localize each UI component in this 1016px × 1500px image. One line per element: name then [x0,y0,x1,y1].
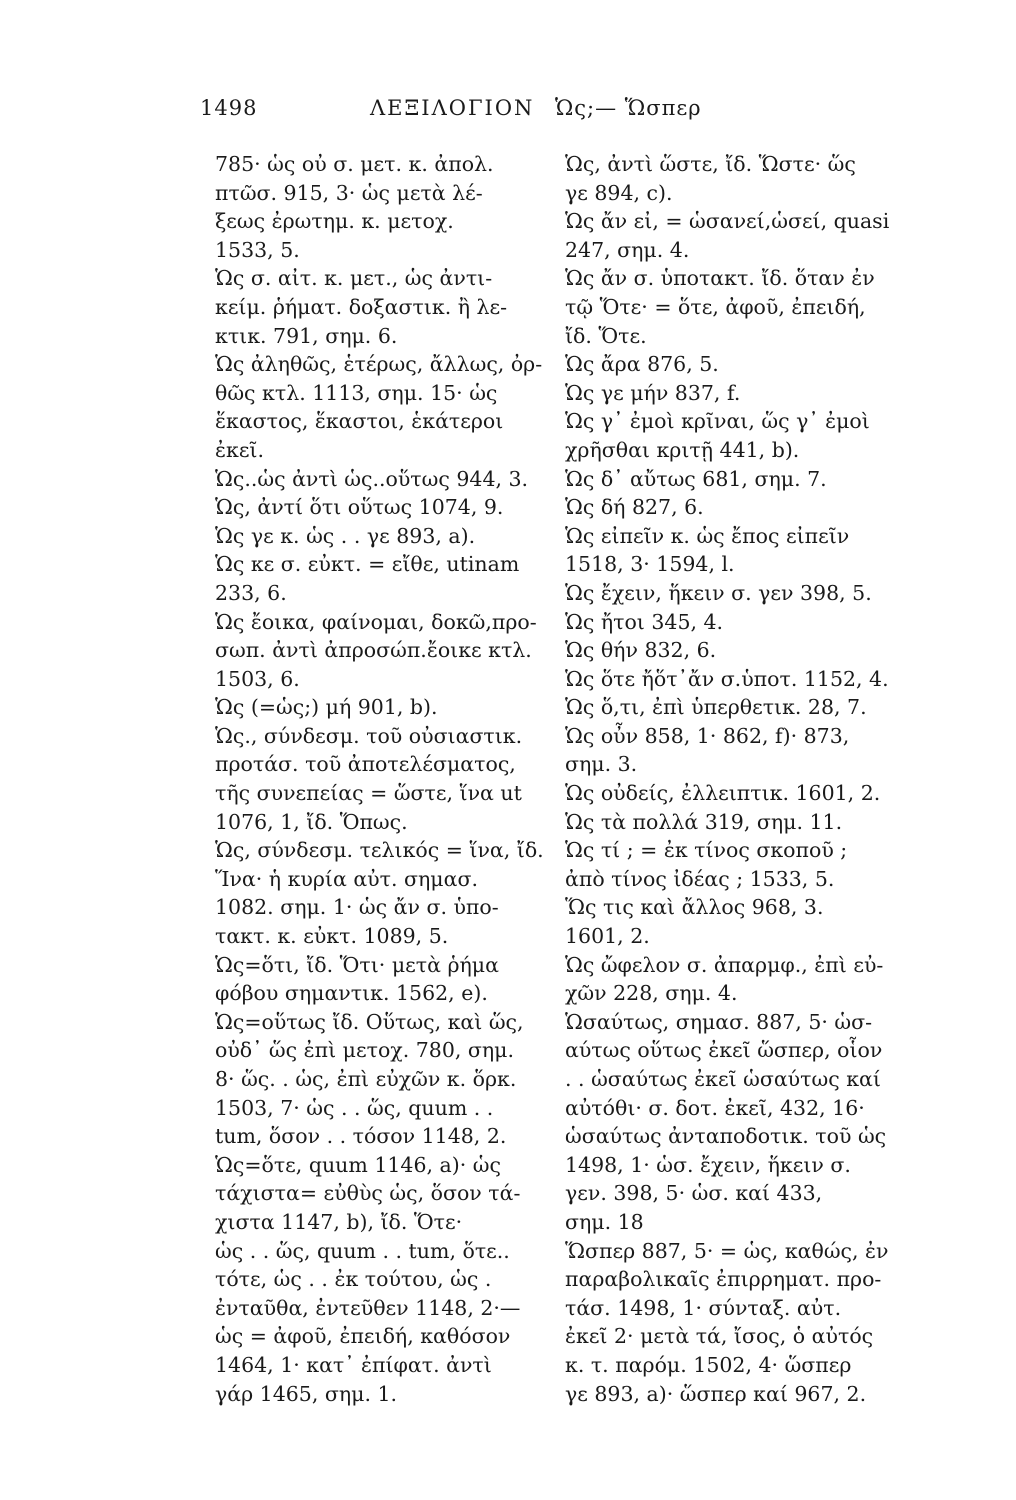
entry-line: Ὡς=ὅτε, quum 1146, a)· ὡς [215,1152,501,1177]
entry-line: tum, ὅσον . . τόσον 1148, 2. [215,1124,507,1149]
entry-line: Ὡς δή 827, 6. [565,495,704,520]
left-column [215,150,545,1408]
entry-line: χῶν 228, σημ. 4. [565,981,738,1006]
entry-line: 1503, 6. [215,666,300,691]
entry-line: φόβου σημαντικ. 1562, e). [215,981,488,1006]
entry-line: Ὡς ὤφελον σ. ἀπαρμφ., ἐπὶ εὐ- [565,952,884,977]
entry-line: Ὡς=ὅτι, ἴδ. Ὅτι· μετὰ ῥήμα [215,952,499,977]
entry-line: τῷ Ὅτε· = ὅτε, ἀφοῦ, ἐπειδή, [565,294,866,319]
entry-line: Ὡς γε μήν 837, f. [565,380,741,405]
entry-line: 1518, 3· 1594, l. [565,552,735,577]
entry-line: Ὡς ἄρα 876, 5. [565,352,719,377]
entry-line: γεν. 398, 5· ὡσ. καί 433, [565,1181,823,1206]
entry-line: σωπ. ἀντὶ ἀπροσώπ.ἔοικε κτλ. [215,638,532,663]
entry-line: Ὡς τί ; = ἐκ τίνος σκοποῦ ; [565,838,848,863]
entry-line: 233, 6. [215,580,287,605]
entry-line: 247, σημ. 4. [565,237,690,262]
entry-line: γάρ 1465, σημ. 1. [215,1381,398,1406]
entry-line: Ὡς, ἀντί ὅτι οὕτως 1074, 9. [215,495,504,520]
entry-line: Ὡς τὰ πολλά 319, σημ. 11. [565,809,843,834]
entry-line: Ὡς ἔχειν, ἥκειν σ. γεν 398, 5. [565,580,872,605]
lexicon-title: ΛΕΞΙΛΟΓΙΟΝ [370,96,535,120]
entry-line: Ὥς τις καὶ ἄλλος 968, 3. [565,895,824,920]
entry-line: οὐδ᾽ ὥς ἐπὶ μετοχ. 780, σημ. [215,1038,515,1063]
entry-line: Ὡς δ᾽ αὔτως 681, σημ. 7. [565,466,827,491]
entry-line: ἐνταῦθα, ἐντεῦθεν 1148, 2·— [215,1295,521,1320]
entry-line: γε 894, c). [565,180,673,205]
entry-line: Ἵνα· ἡ κυρία αὐτ. σημασ. [215,866,478,891]
entry-line: 8· ὥς. . ὡς, ἐπὶ εὐχῶν κ. ὅρκ. [215,1067,517,1091]
entry-line: Ὡς ἔοικα, φαίνομαι, δοκῶ,προ- [215,609,537,634]
entry-line: Ὡς σ. αἰτ. κ. μετ., ὡς ἀντι- [215,266,493,291]
entry-line: ἐκεῖ. [215,437,264,462]
entry-line: κτικ. 791, σημ. 6. [215,323,398,348]
entry-line: ξεως ἐρωτημ. κ. μετοχ. [215,209,454,234]
entry-line: Ὡς εἰπεῖν κ. ὡς ἔπος εἰπεῖν [565,523,850,548]
entry-line: προτάσ. τοῦ ἀποτελέσματος, [215,752,516,777]
running-header [200,96,900,132]
entry-line: Ὡς..ὡς ἀντὶ ὡς..οὕτως 944, 3. [215,466,529,491]
entry-line: Ὡς θήν 832, 6. [565,638,717,663]
entry-line: θῶς κτλ. 1113, σημ. 15· ὡς [215,380,498,405]
entry-line: 1601, 2. [565,924,650,949]
entry-line: ὡς = ἀφοῦ, ἐπειδή, καθόσον [215,1324,511,1349]
entry-line: κείμ. ῥήματ. δοξαστικ. ἢ λε- [215,294,508,319]
entry-line: 1533, 5. [215,237,300,262]
entry-line: Ὡς οὐδείς, ἐλλειπτικ. 1601, 2. [565,781,881,806]
entry-line: 1082. σημ. 1· ὡς ἄν σ. ὑπο- [215,895,499,920]
entry-line: ὡς . . ὥς, quum . . tum, ὅτε.. [215,1238,510,1263]
entry-line: Ὡς γ᾽ ἐμοὶ κρῖναι, ὥς γ᾽ ἐμοὶ [565,409,870,434]
entry-line: Ὡς=οὕτως ἴδ. Οὕτως, καὶ ὥς, [215,1009,524,1034]
entry-line: Ὡς οὖν 858, 1· 862, f)· 873, [565,723,850,748]
entry-line: αύτως οὕτως ἐκεῖ ὥσπερ, οἷον [565,1038,883,1063]
entry-line: 1503, 7· ὡς . . ὥς, quum . . [215,1095,494,1120]
entry-line: Ὡς γε κ. ὡς . . γε 893, a). [215,523,476,548]
entry-line: τότε, ὡς . . ἐκ τούτου, ὡς . [215,1267,492,1292]
entry-line: Ὡς ὅτε ἤὅτ᾽ἄν σ.ὑποτ. 1152, 4. [565,666,889,691]
entry-line: κ. τ. παρόμ. 1502, 4· ὥσπερ [565,1352,852,1377]
entry-line: Ὡς ὅ,τι, ἐπὶ ὑπερθετικ. 28, 7. [565,695,867,720]
entry-line: Ὡς ἄν σ. ὑποτακτ. ἴδ. ὅταν ἐν [565,266,875,291]
entry-line: Ὡς ἄν εἰ, = ὡσανεί,ὡσεί, quasi [565,209,890,234]
entry-line: ὡσαύτως ἀνταποδοτικ. τοῦ ὡς [565,1124,887,1149]
entry-line: τάσ. 1498, 1· σύνταξ. αὐτ. [565,1295,842,1320]
entry-line: ἕκαστος, ἕκαστοι, ἑκάτεροι [215,409,504,434]
entry-range: Ὡς;— Ὥσπερ [555,96,702,120]
entry-line: 1076, 1, ἴδ. Ὅπως. [215,809,408,834]
entry-line: Ὡς, ἀντὶ ὥστε, ἴδ. Ὥστε· ὥς [565,152,856,176]
entry-line: παραβολικαῖς ἐπιρρηματ. προ- [565,1267,882,1292]
entry-line: 1464, 1· κατ᾽ ἐπίφατ. ἀντὶ [215,1352,492,1377]
entry-line: Ὡς., σύνδεσμ. τοῦ οὐσιαστικ. [215,723,523,748]
entry-line: Ὡσαύτως, σημασ. 887, 5· ὡσ- [565,1009,873,1034]
entry-line: ἴδ. Ὅτε. [565,323,647,348]
entry-line: σημ. 18 [565,1209,644,1234]
page-number: 1498 [200,96,258,120]
entry-line: χιστα 1147, b), ἴδ. Ὅτε· [215,1209,463,1234]
entry-line: Ὥσπερ 887, 5· = ὡς, καθώς, ἐν [565,1238,889,1263]
entry-line: ἐκεῖ 2· μετὰ τά, ἴσος, ὁ αὐτός [565,1324,874,1349]
entry-line: Ὡς ἤτοι 345, 4. [565,609,724,634]
entry-line: ἀπὸ τίνος ἰδέας ; 1533, 5. [565,866,835,891]
entry-line: Ὡς, σύνδεσμ. τελικός = ἵνα, ἴδ. [215,838,544,863]
entry-line: σημ. 3. [565,752,638,777]
entry-line: Ὡς κε σ. εὐκτ. = εἴθε, utinam [215,552,520,577]
entry-line: τῆς συνεπείας = ὥστε, ἵνα ut [215,781,522,806]
entry-line: πτῶσ. 915, 3· ὡς μετὰ λέ- [215,180,483,205]
entry-line: γε 893, a)· ὥσπερ καί 967, 2. [565,1381,867,1406]
entry-line: Ὡς ἀληθῶς, ἑτέρως, ἄλλως, ὀρ- [215,352,543,377]
entry-line: τάχιστα= εὐθὺς ὡς, ὅσον τά- [215,1181,521,1206]
entry-line: αὐτόθι· σ. δοτ. ἐκεῖ, 432, 16· [565,1095,865,1120]
entry-line: τακτ. κ. εὐκτ. 1089, 5. [215,924,449,949]
entry-line: 1498, 1· ὡσ. ἔχειν, ἥκειν σ. [565,1152,851,1177]
entry-line: . . ὡσαύτως ἐκεῖ ὡσαύτως καί [565,1067,881,1091]
entry-line: χρῆσθαι κριτῇ 441, b). [565,437,800,462]
entry-line: Ὡς (=ὡς;) μή 901, b). [215,695,438,720]
right-column [565,150,910,1408]
entry-line: 785· ὡς οὐ σ. μετ. κ. ἀπολ. [215,152,494,176]
